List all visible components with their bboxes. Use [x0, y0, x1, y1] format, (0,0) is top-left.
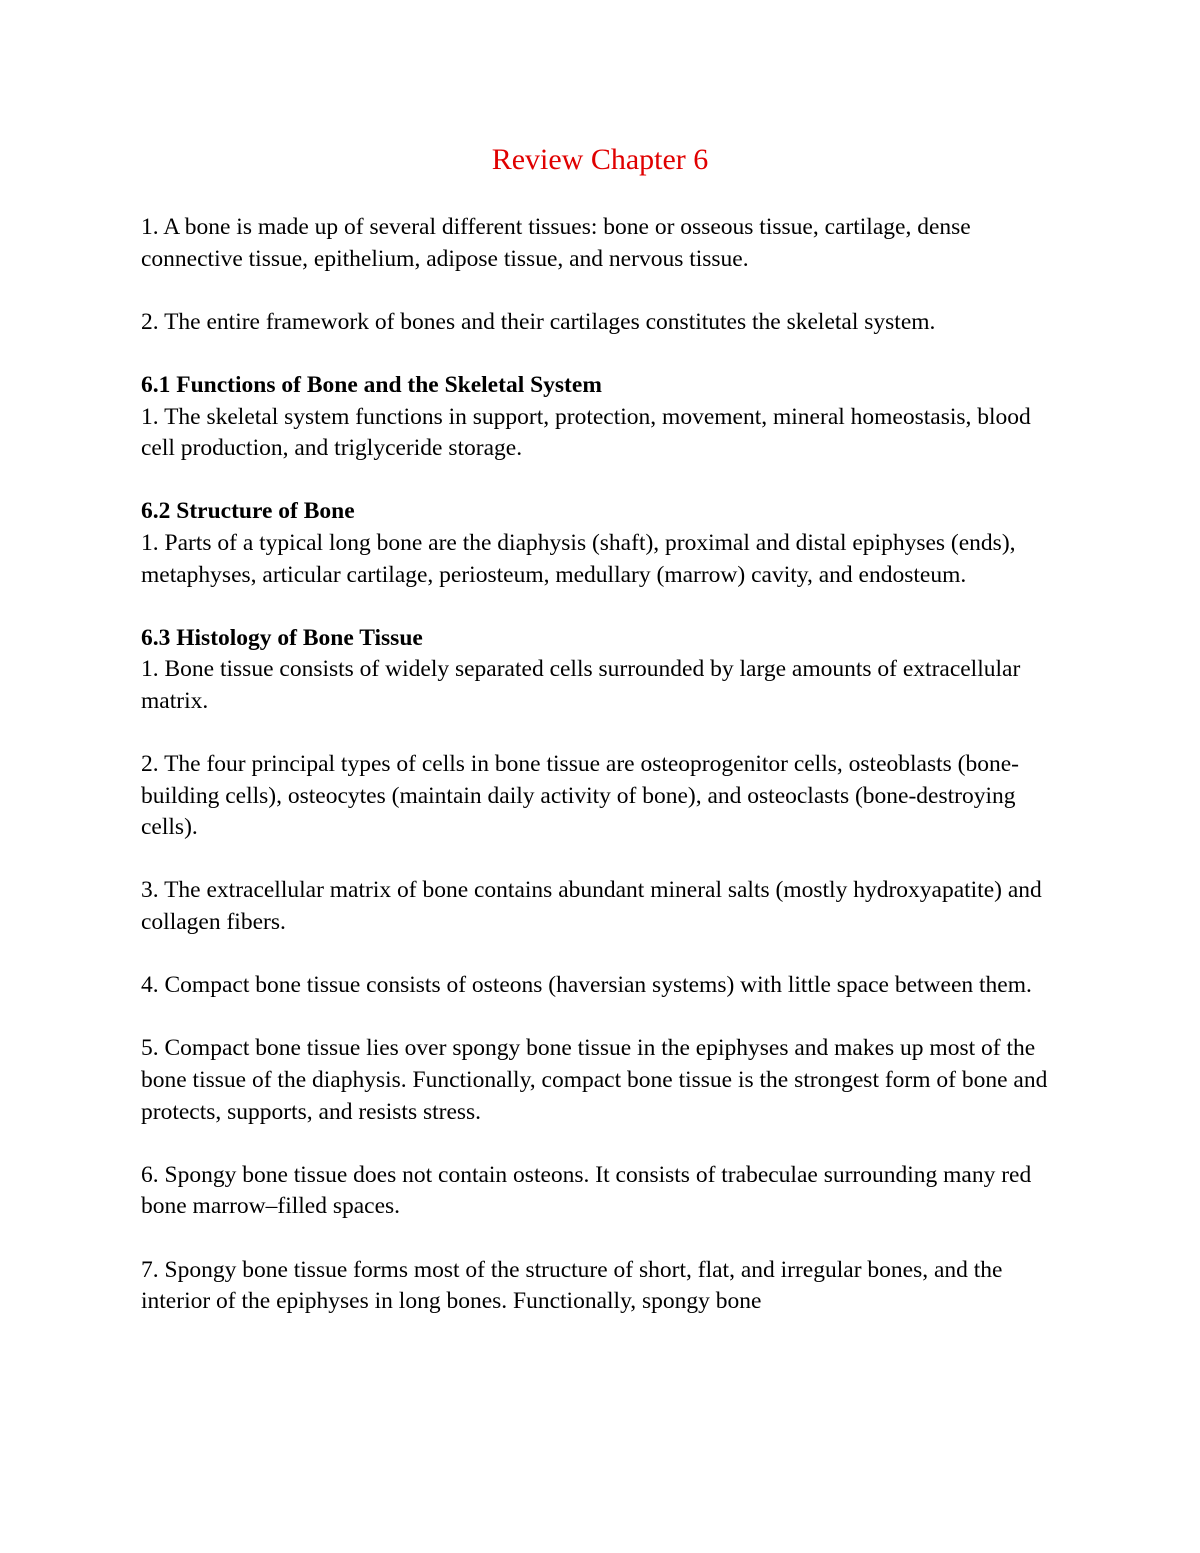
section-item: 1. The skeletal system functions in support, protection, movement, mineral homeostasis, blood cell production, and triglyceride storage. — [141, 403, 1031, 462]
section-item: 5. Compact bone tissue lies over spongy bone tissue in the epiphyses and makes up most of the bone tissue of the diaphysis. Functionally, compact bone tissue is the strongest form of bone and protects, supports, and resists stress. — [141, 1035, 1048, 1125]
section-item: 7. Spongy bone tissue forms most of the structure of short, flat, and irregular bones, and the interior of the epiphyses in long bones. Functionally, spongy bone — [141, 1256, 1003, 1315]
section-histology — [141, 623, 1061, 1318]
section-item: 3. The extracellular matrix of bone contains abundant mineral salts (mostly hydroxyapatite) and collagen fibers. — [141, 877, 1042, 936]
intro-paragraph: 2. The entire framework of bones and their cartilages constitutes the skeletal system. — [141, 308, 936, 335]
document-body — [141, 212, 1061, 1349]
section-item: 4. Compact bone tissue consists of osteons (haversian systems) with little space between them. — [141, 972, 1032, 999]
section-item: 2. The four principal types of cells in bone tissue are osteoprogenitor cells, osteoblasts (bone-building cells), osteocytes (maintain daily activity of bone), and osteoclasts (bone-destroying cells). — [141, 751, 1019, 841]
section-functions — [141, 370, 1061, 465]
section-heading: 6.1 Functions of Bone and the Skeletal System — [141, 371, 602, 398]
intro-paragraph: 1. A bone is made up of several different tissues: bone or osseous tissue, cartilage, dense connective tissue, epithelium, adipose tissue, and nervous tissue. — [141, 214, 971, 272]
section-structure — [141, 496, 1061, 591]
section-item: 6. Spongy bone tissue does not contain osteons. It consists of trabeculae surrounding many red bone marrow–filled spaces. — [141, 1161, 1032, 1220]
page-title: Review Chapter 6 — [491, 143, 709, 176]
section-heading: 6.3 Histology of Bone Tissue — [141, 624, 423, 651]
section-item: 1. Parts of a typical long bone are the diaphysis (shaft), proximal and distal epiphyses (ends), metaphyses, articular cartilage, periosteum, medullary (marrow) cavity, and endosteum. — [141, 529, 1016, 588]
section-item: 1. Bone tissue consists of widely separated cells surrounded by large amounts of extracellular matrix. — [141, 656, 1021, 714]
section-heading: 6.2 Structure of Bone — [141, 498, 355, 525]
